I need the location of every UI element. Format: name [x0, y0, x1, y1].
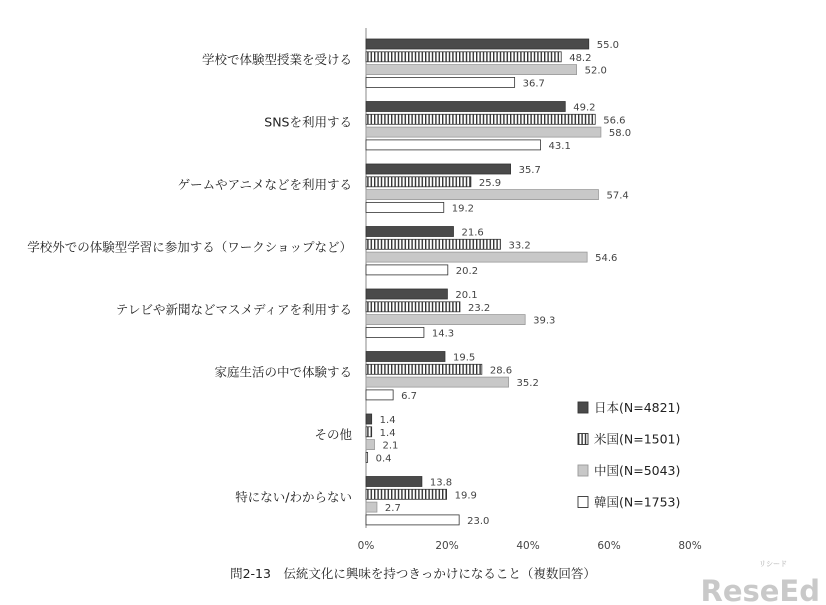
value-label: 55.0 [596, 40, 620, 51]
x-axis [358, 540, 702, 552]
bar [366, 440, 375, 450]
value-label: 33.2 [508, 240, 531, 252]
value-label: 13.8 [429, 477, 453, 489]
bar [366, 489, 447, 499]
value-label: 28.6 [489, 365, 513, 377]
bar [366, 164, 511, 174]
value-label: 19.9 [454, 490, 477, 502]
bar [366, 190, 598, 200]
bar [366, 140, 541, 150]
bar [366, 177, 471, 187]
bar [366, 239, 500, 249]
x-tick-label: 60% [597, 540, 621, 552]
value-label: 56.6 [603, 115, 626, 127]
value-label: 14.3 [431, 328, 455, 340]
x-tick-label: 0% [357, 540, 375, 552]
category-label: 特にない/わからない [235, 489, 352, 505]
bar [366, 65, 577, 75]
value-label: 19.5 [452, 352, 476, 364]
bar [366, 477, 422, 487]
bar [366, 390, 393, 400]
bar [366, 352, 445, 362]
value-label: 57.4 [606, 190, 629, 202]
value-label: 21.6 [461, 227, 484, 239]
category-label: SNSを利用する [264, 114, 352, 130]
bar [366, 364, 482, 374]
category-label: 学校外での体験型学習に参加する（ワークショップなど） [27, 239, 352, 255]
value-label: 2.7 [384, 503, 401, 515]
bar [366, 52, 561, 62]
legend-label: 米国(N=1501) [594, 431, 681, 447]
legend-swatch [578, 434, 588, 445]
bar [366, 289, 447, 299]
legend-label: 中国(N=5043) [594, 463, 681, 478]
bar [366, 202, 444, 212]
category-label: 家庭生活の中で体験する [214, 364, 352, 380]
bar [366, 452, 368, 462]
value-label: 35.7 [518, 165, 541, 176]
value-label: 43.1 [548, 140, 571, 152]
value-label: 1.4 [379, 427, 396, 439]
plot-area [27, 28, 631, 528]
value-label: 49.2 [573, 102, 596, 114]
value-label: 39.3 [533, 315, 556, 327]
value-label: 6.7 [401, 390, 418, 402]
value-label: 1.4 [379, 415, 396, 426]
value-label: 52.0 [584, 65, 607, 77]
value-label: 58.0 [608, 128, 632, 140]
watermark-text: ReseEd [700, 574, 820, 605]
x-tick-label: 80% [678, 540, 702, 552]
category-label: テレビや新聞などマスメディアを利用する [115, 302, 352, 317]
value-label: 2.1 [382, 440, 399, 452]
value-label: 48.2 [569, 52, 592, 64]
category-label: ゲームやアニメなどを利用する [177, 177, 352, 192]
watermark-subtext: リシード [759, 560, 787, 568]
value-label: 35.2 [516, 378, 539, 390]
value-label: 19.2 [451, 203, 475, 215]
watermark-logo [701, 560, 821, 605]
category-label: 学校で体験型授業を受ける [201, 52, 352, 67]
legend-label: 日本(N=4821) [594, 400, 681, 415]
bar [366, 515, 459, 525]
legend-label: 韓国(N=1753) [594, 494, 681, 510]
x-tick-label: 40% [516, 540, 540, 552]
bar [366, 427, 372, 437]
bar [366, 502, 377, 512]
bar [366, 414, 372, 424]
category-label: その他 [314, 427, 352, 442]
x-tick-label: 20% [435, 540, 459, 552]
value-label: 20.2 [455, 265, 479, 277]
bar [366, 327, 424, 337]
value-label: 25.9 [478, 177, 502, 189]
value-label: 20.1 [455, 290, 478, 301]
bar [366, 315, 525, 325]
bar [366, 127, 601, 137]
legend-swatch [578, 497, 588, 508]
legend-swatch [578, 465, 588, 476]
value-label: 0.4 [375, 453, 392, 465]
bar [366, 114, 595, 124]
bar [366, 77, 515, 87]
value-label: 54.6 [595, 253, 618, 265]
chart-title: 問2-13 伝統文化に興味を持つきっかけになること（複数回答） [230, 566, 596, 581]
value-label: 36.7 [522, 78, 545, 90]
bar [366, 102, 565, 112]
legend [578, 400, 680, 510]
bar [366, 252, 587, 262]
bar [366, 377, 509, 387]
value-label: 23.0 [467, 515, 490, 527]
value-label: 23.2 [467, 302, 491, 314]
bar [366, 302, 460, 312]
bar [366, 39, 589, 49]
bar [366, 227, 453, 237]
bar [366, 265, 448, 275]
legend-swatch [578, 402, 588, 413]
